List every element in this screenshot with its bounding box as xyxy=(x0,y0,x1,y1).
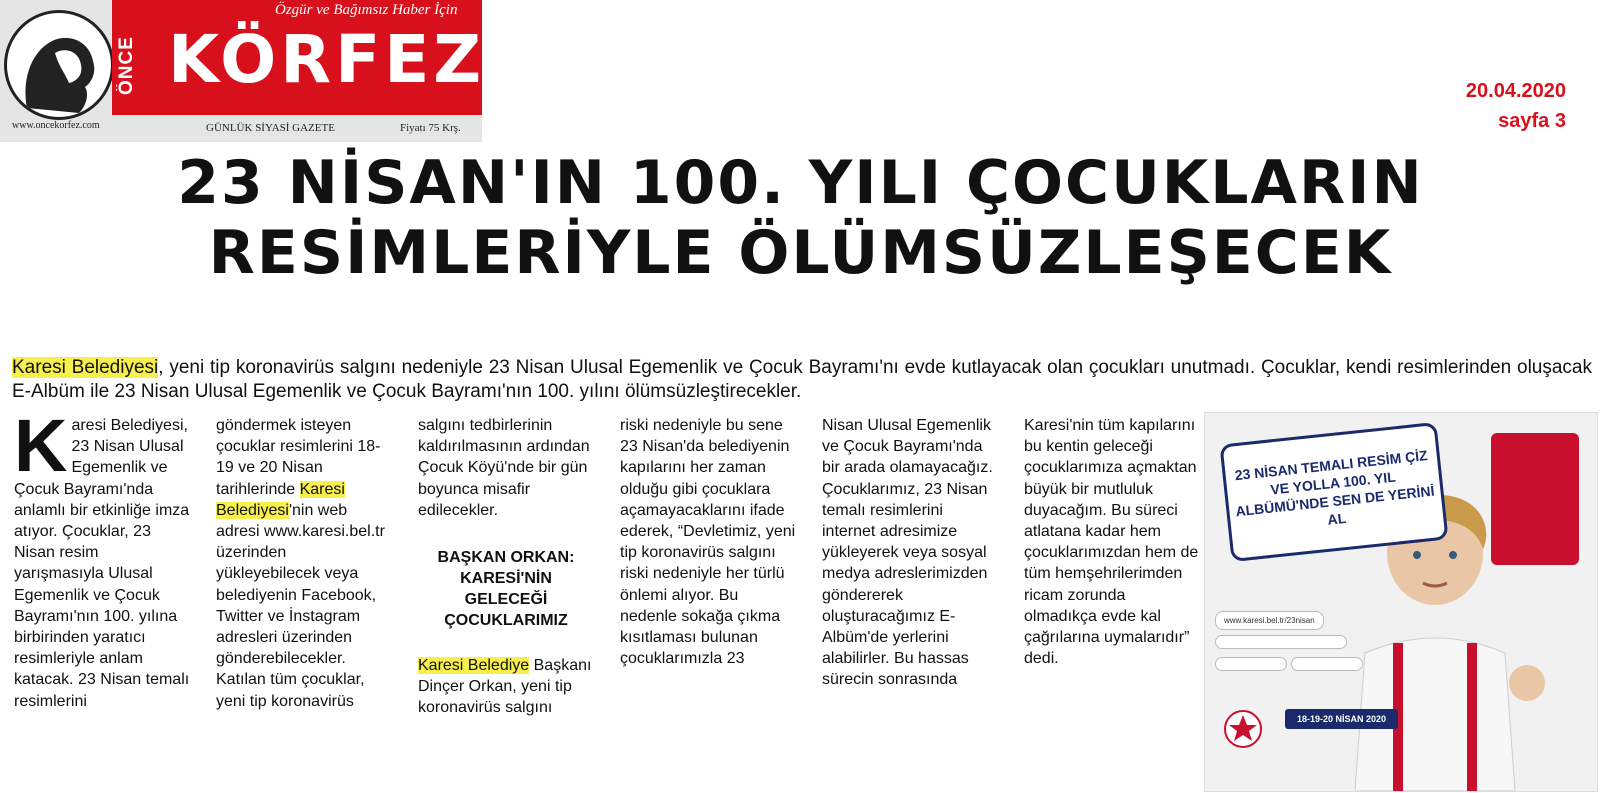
headline-line-1: 23 NİSAN'IN 100. YILI ÇOCUKLARIN xyxy=(177,148,1424,218)
facebook-pill xyxy=(1215,635,1347,649)
column-3-text-a: salgını tedbirlerinin kaldırılmasının ardından Çocuk Köyü'nde bir gün boyunca misafir edilecekler. xyxy=(418,417,590,519)
lead-highlight: Karesi Belediyesi xyxy=(12,357,159,378)
column-2-text-a: göndermek isteyen çocuklar resimlerini 18-19 ve 20 Nisan tarihlerinde xyxy=(216,417,381,498)
column-1-text: aresi Belediyesi, 23 Nisan Ulusal Egemenlik ve Çocuk Bayramı'nda anlamlı bir etkinliğe imza atıyor. Çocuklar, 23 Nisan resim yarışmasıyla Ulusal Egemenlik ve Çocuk Bayramı'nın 100. yılına birbirinden yaratıcı resimleriyle anlam katacak. 23 Nisan temalı resimlerini xyxy=(14,417,190,710)
subheading: BAŞKAN ORKAN: KARESİ'NİN GELECEĞİ ÇOCUKLARIMIZ xyxy=(437,549,575,630)
headline-line-2: RESİMLERİYLE ÖLÜMSÜZLEŞECEK xyxy=(208,218,1393,288)
publication-date: 20.04.2020 xyxy=(1465,80,1566,102)
masthead xyxy=(0,0,486,142)
article-column-2 xyxy=(216,415,392,712)
drop-cap: K xyxy=(14,404,68,487)
headline xyxy=(8,148,1593,288)
brand-logo: KÖRFEZ xyxy=(168,21,486,98)
ad-dates: 18-19-20 NİSAN 2020 xyxy=(1285,709,1398,729)
column-2-highlight: Karesi Belediyesi xyxy=(216,480,345,519)
lead-paragraph xyxy=(12,356,1592,404)
article-column-6 xyxy=(1024,415,1200,669)
ataturk-portrait-icon xyxy=(4,10,114,120)
lead-text: , yeni tip koronavirüs salgını nedeniyle 23 Nisan Ulusal Egemenlik ve Çocuk Bayramı'nı evde kutlayacak olan çocukları unutmadı. Çocuklar, kendi resimlerinden oluşacak E-Albüm ile 23 Nisan Ulusal Egemenlik ve Çocuk Bayramı'nın 100. yılını ölümsüzleştirecekler. xyxy=(12,357,1592,402)
brand-prefix: ÖNCE xyxy=(116,36,137,96)
ad-url: www.karesi.bel.tr/23nisan xyxy=(1215,611,1324,630)
article-column-1 xyxy=(14,404,190,712)
masthead-url: www.oncekorfez.com xyxy=(12,120,100,131)
karesi-logo-icon xyxy=(1223,709,1263,749)
article-column-4 xyxy=(620,415,796,669)
masthead-subtitle: GÜNLÜK SİYASİ GAZETE xyxy=(206,122,335,134)
campaign-ad-image xyxy=(1204,412,1598,792)
page-number: sayfa 3 xyxy=(1498,110,1566,132)
column-5-text: Nisan Ulusal Egemenlik ve Çocuk Bayramı'nda bir arada olamayacağız. Çocuklarımız, 23 Nisan temalı resimlerini internet adresimize yükleyerek veya sosyal medya adreslerimizden göndererek oluşturacağımız E-Albüm'de yerlerini alabilirler. Bu hassas sürecin sonrasında xyxy=(822,417,993,689)
article-column-5 xyxy=(822,415,998,691)
column-2-text-b: 'nin web adresi www.karesi.bel.tr üzerinden yükleyebilecek veya belediyenin Facebook, Twitter ve İnstagram adresleri üzerinden gönderebilecekler. Katılan tüm çocuklar, yeni tip koronavirüs xyxy=(216,501,385,710)
column-3-text-b: Başkanı Dinçer Orkan, yeni tip koronavirüs salgını xyxy=(418,657,592,717)
article-column-3 xyxy=(418,415,594,719)
column-3-highlight: Karesi Belediye xyxy=(418,657,530,675)
masthead-price: Fiyatı 75 Krş. xyxy=(400,122,461,134)
tagline: Özgür ve Bağımsız Haber İçin xyxy=(275,2,458,18)
ad-sign: 23 NİSAN TEMALI RESİM ÇİZ VE YOLLA 100. YIL ALBÜMÜ'NDE SEN DE YERİNİ AL xyxy=(1219,422,1448,562)
column-4-text: riski nedeniyle bu sene 23 Nisan'da belediyenin kapılarını her zaman olduğu gibi çocuklara açamayacaklarını ifade ederek, “Devletimiz, yeni tip koronavirüs salgını riski nedeniyle her türlü önlemi alıyor. Bu nedenle sokağa çıkma kısıtlaması bulunan çocuklarımızla 23 xyxy=(620,417,796,668)
instagram-pill xyxy=(1291,657,1363,671)
column-6-text: Karesi'nin tüm kapılarını bu kentin geleceği çocuklarımıza açmaktan büyük bir mutluluk duyacağım. Bu süreci atlatana kadar hem çocuklarımızdan hem de tüm hemşehrilerimden ricam zorunda olmadıkça evde kal çağrılarına uymalarıdır” dedi. xyxy=(1024,417,1199,668)
twitter-pill xyxy=(1215,657,1287,671)
